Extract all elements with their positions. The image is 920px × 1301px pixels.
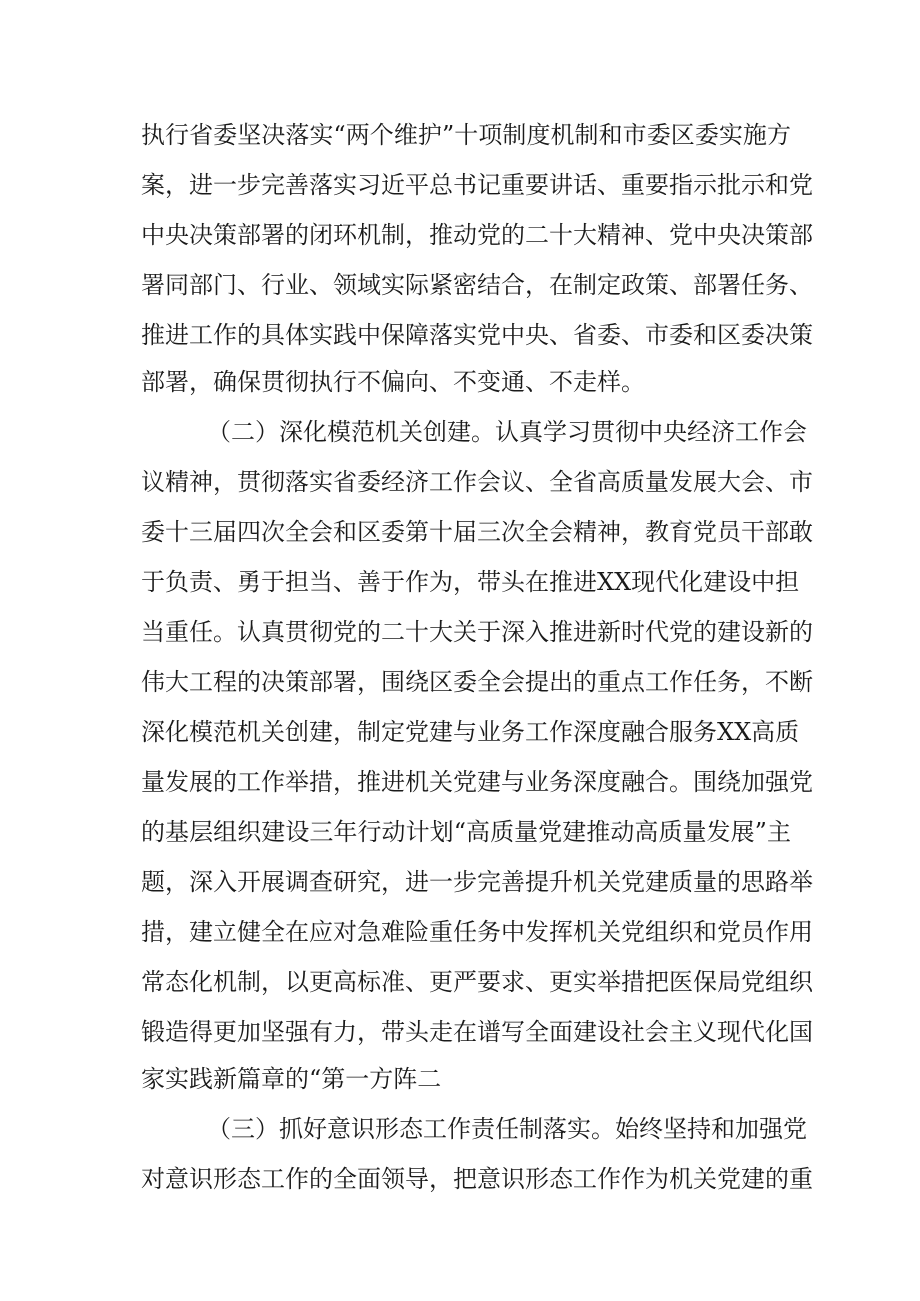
text-line: 委十三届四次全会和区委第十届三次全会精神，教育党员干部敢 [141,518,813,546]
section-heading-line: （三）抓好意识形态工作责任制落实。始终坚持和加强党 [207,1115,807,1143]
text-line: 伟大工程的决策部署，围绕区委全会提出的重点工作任务，不断 [141,668,813,696]
text-line: 对意识形态工作的全面领导，把意识形态工作作为机关党建的重 [141,1165,813,1193]
text-line: 量发展的工作举措，推进机关党建与业务深度融合。围绕加强党 [141,768,813,796]
text-line: 部署，确保贯彻执行不偏向、不变通、不走样。 [141,368,645,396]
text-line: 推进工作的具体实践中保障落实党中央、省委、市委和区委决策 [141,321,813,349]
text-line: 家实践新篇章的“第一方阵二 [141,1065,442,1093]
text-line: 常态化机制，以更高标准、更严要求、更实举措把医保局党组织 [141,968,813,996]
text-line: 案，进一步完善落实习近平总书记重要讲话、重要指示批示和党 [141,171,813,199]
text-line: 当重任。认真贯彻党的二十大关于深入推进新时代党的建设新的 [141,618,813,646]
text-line: 的基层组织建设三年行动计划“高质量党建推动高质量发展”主 [141,818,791,846]
text-line: 于负责、勇于担当、善于作为，带头在推进XX现代化建设中担 [141,568,800,596]
section-heading-line: （二）深化模范机关创建。认真学习贯彻中央经济工作会 [207,418,807,446]
text-line: 署同部门、行业、领域实际紧密结合，在制定政策、部署任务、 [141,271,813,299]
text-line: 锻造得更加坚强有力，带头走在谱写全面建设社会主义现代化国 [141,1018,813,1046]
text-line: 深化模范机关创建，制定党建与业务工作深度融合服务XX高质 [141,718,800,746]
text-line: 议精神，贯彻落实省委经济工作会议、全省高质量发展大会、市 [141,468,813,496]
text-line: 题，深入开展调查研究，进一步完善提升机关党建质量的思路举 [141,868,813,896]
text-line: 执行省委坚决落实“两个维护”十项制度机制和市委区委实施方 [141,121,791,149]
text-line: 措，建立健全在应对急难险重任务中发挥机关党组织和党员作用 [141,918,813,946]
text-line: 中央决策部署的闭环机制，推动党的二十大精神、党中央决策部 [141,221,813,249]
